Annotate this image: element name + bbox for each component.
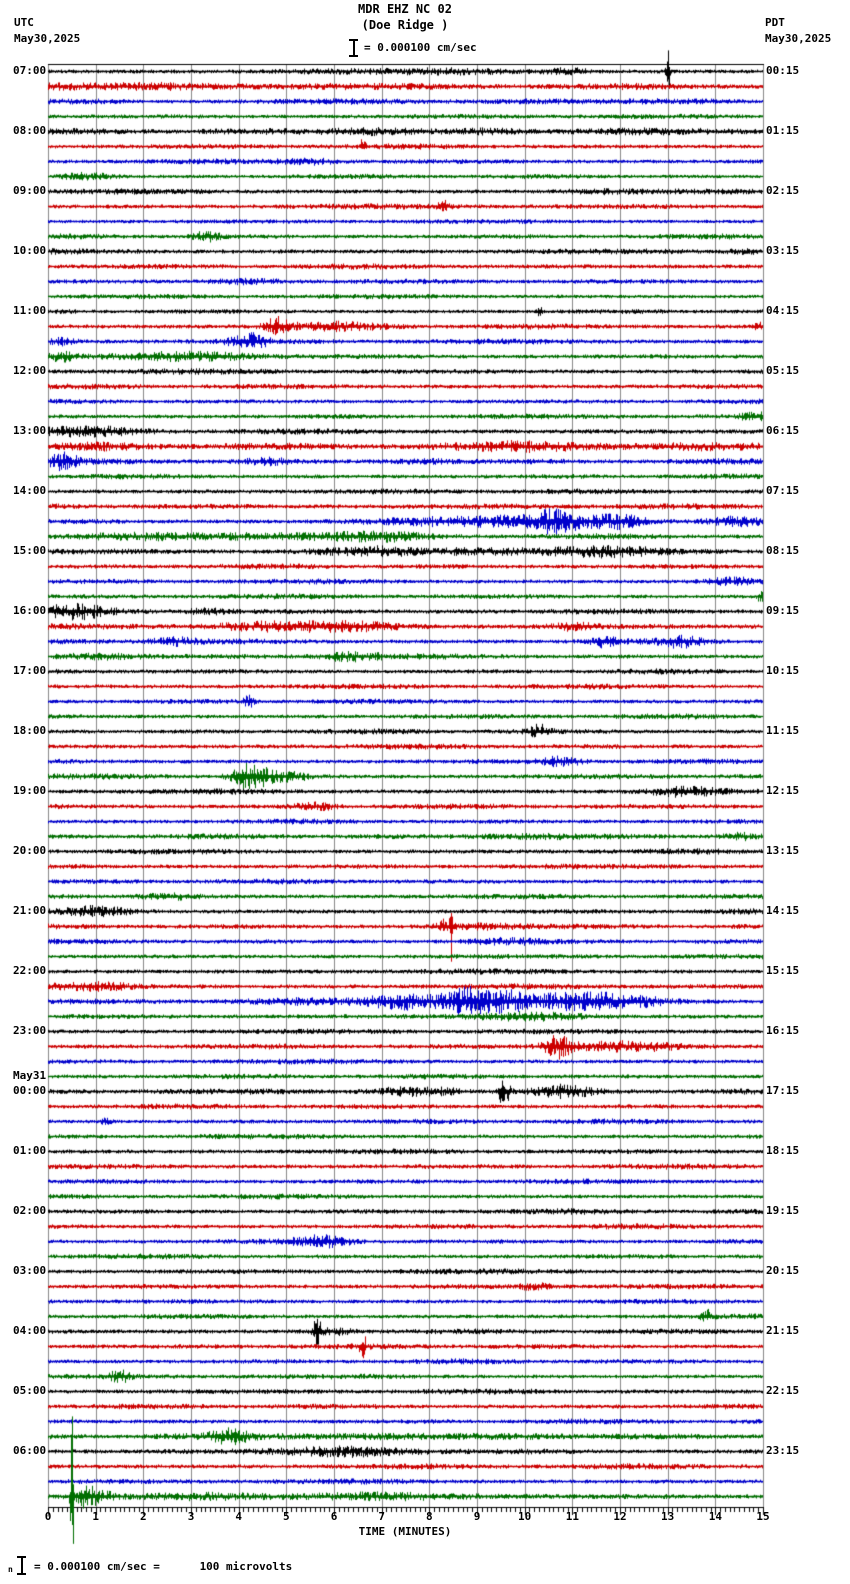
x-tick-label: 0 <box>44 1510 52 1523</box>
x-tick-label: 6 <box>330 1510 338 1523</box>
x-tick-label: 4 <box>235 1510 242 1523</box>
x-tick-label: 8 <box>426 1510 433 1523</box>
pdt-time-label: 10:15 <box>766 664 800 677</box>
pdt-time-label: 20:15 <box>766 1264 800 1277</box>
x-tick-label: 5 <box>283 1510 290 1523</box>
pdt-time-label: 13:15 <box>766 844 800 857</box>
utc-time-label: 02:00 <box>13 1204 47 1217</box>
x-tick-label: 3 <box>187 1510 195 1523</box>
footer-marker: n <box>8 1565 13 1574</box>
x-tick-label: 15 <box>756 1510 770 1523</box>
x-tick-label: 2 <box>140 1510 147 1523</box>
pdt-time-label: 02:15 <box>766 184 800 197</box>
utc-time-label: 19:00 <box>13 784 47 797</box>
utc-time-label: 21:00 <box>13 904 47 917</box>
utc-time-label: 14:00 <box>13 484 47 497</box>
page-title: MDR EHZ NC 02 <box>358 2 452 16</box>
utc-time-label: 05:00 <box>13 1384 47 1397</box>
utc-time-label: 07:00 <box>13 64 47 77</box>
scale-bar-icon <box>349 39 358 57</box>
pdt-time-label: 18:15 <box>766 1144 800 1157</box>
pdt-time-label: 04:15 <box>766 304 800 317</box>
utc-time-label: 20:00 <box>13 844 47 857</box>
utc-time-label: 10:00 <box>13 244 47 257</box>
x-tick-label: 1 <box>92 1510 99 1523</box>
utc-time-label: 12:00 <box>13 364 47 377</box>
pdt-time-label: 01:15 <box>766 124 800 137</box>
pdt-time-label: 19:15 <box>766 1204 800 1217</box>
utc-time-label: 22:00 <box>13 964 47 977</box>
x-tick-label: 12 <box>613 1510 627 1523</box>
pdt-time-label: 15:15 <box>766 964 800 977</box>
left-timezone-label: UTC <box>14 16 34 29</box>
utc-time-label: 23:00 <box>13 1024 47 1037</box>
footer-scale-bar-icon <box>17 1556 26 1575</box>
utc-time-label: 09:00 <box>13 184 47 197</box>
utc-time-label: 15:00 <box>13 544 47 557</box>
date-marker-label: May31 <box>13 1069 47 1082</box>
pdt-time-label: 17:15 <box>766 1084 800 1097</box>
x-tick-label: 11 <box>565 1510 579 1523</box>
pdt-time-label: 03:15 <box>766 244 800 257</box>
utc-time-label: 11:00 <box>13 304 47 317</box>
footer-text: = 0.000100 cm/sec = 100 microvolts <box>34 1560 293 1573</box>
utc-time-label: 08:00 <box>13 124 47 137</box>
pdt-time-label: 11:15 <box>766 724 800 737</box>
scale-text: = 0.000100 cm/sec <box>364 41 477 54</box>
pdt-time-label: 00:15 <box>766 64 800 77</box>
pdt-time-label: 07:15 <box>766 484 800 497</box>
x-tick-label: 7 <box>378 1510 385 1523</box>
utc-time-label: 00:00 <box>13 1084 47 1097</box>
x-tick-label: 13 <box>661 1510 675 1523</box>
pdt-time-label: 08:15 <box>766 544 800 557</box>
right-date-label: May30,2025 <box>765 32 832 45</box>
pdt-time-label: 21:15 <box>766 1324 800 1337</box>
pdt-time-label: 09:15 <box>766 604 800 617</box>
utc-time-label: 04:00 <box>13 1324 47 1337</box>
utc-time-label: 16:00 <box>13 604 47 617</box>
x-tick-label: 9 <box>473 1510 481 1523</box>
pdt-time-label: 22:15 <box>766 1384 800 1397</box>
utc-time-label: 17:00 <box>13 664 47 677</box>
utc-time-label: 18:00 <box>13 724 47 737</box>
utc-time-label: 06:00 <box>13 1444 47 1457</box>
pdt-time-label: 12:15 <box>766 784 800 797</box>
pdt-time-label: 16:15 <box>766 1024 800 1037</box>
x-tick-label: 10 <box>518 1510 532 1523</box>
utc-time-label: 13:00 <box>13 424 47 437</box>
x-tick-label: 14 <box>708 1510 722 1523</box>
pdt-time-label: 05:15 <box>766 364 800 377</box>
utc-time-label: 03:00 <box>13 1264 47 1277</box>
page-subtitle: (Doe Ridge ) <box>361 18 449 32</box>
pdt-time-label: 06:15 <box>766 424 800 437</box>
pdt-time-label: 23:15 <box>766 1444 800 1457</box>
left-date-label: May30,2025 <box>14 32 81 45</box>
pdt-time-label: 14:15 <box>766 904 800 917</box>
right-timezone-label: PDT <box>765 16 785 29</box>
x-axis-title: TIME (MINUTES) <box>358 1525 452 1538</box>
utc-time-label: 01:00 <box>13 1144 47 1157</box>
